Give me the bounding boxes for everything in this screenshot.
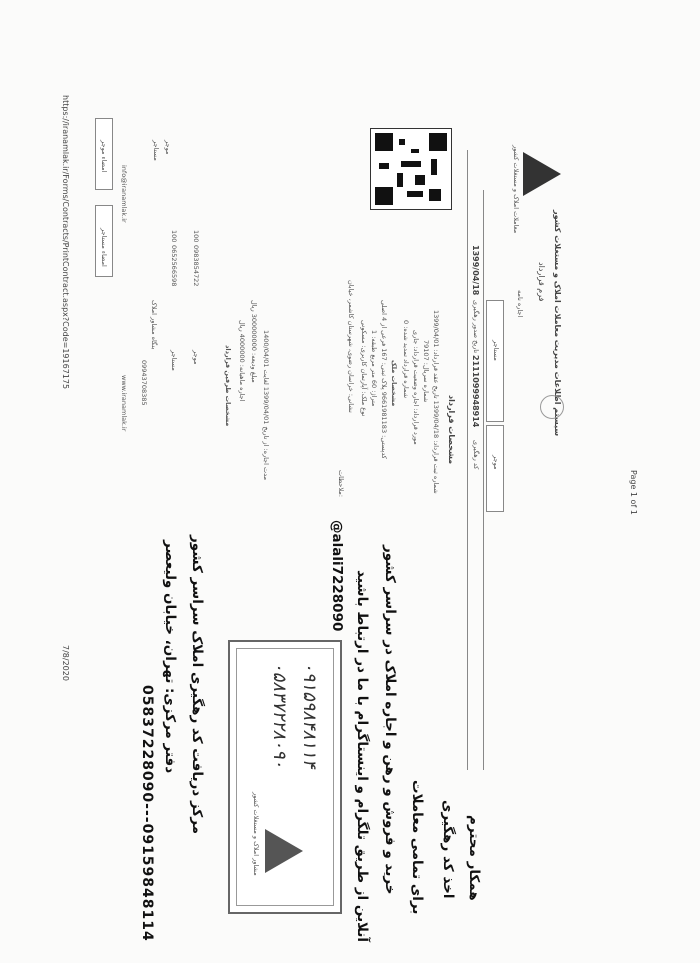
ad-line-4: آنلاین از طریق تلگرام و اینستاگرام با ما در ارتباط باشید: [354, 570, 370, 943]
stamp-logo-icon: [265, 829, 303, 873]
tenant-label: مستاجر: [492, 340, 500, 361]
form-row: شماره سریال: 79107: [422, 340, 430, 403]
handwritten-number-1: ۰۹۱۵۹۸۴۸۱۱۴: [299, 662, 320, 769]
handwritten-number-2: ۰۵۸۳۷۲۲۸۰۹۰: [269, 662, 290, 769]
logo-icon: [523, 152, 561, 196]
signature-owner: امضاء موجر: [100, 140, 108, 173]
ad-line-6: دفتر مرکزی: تهران، خیابان ولیعصر: [162, 540, 178, 774]
party-share: 100: [192, 230, 200, 243]
form-row: مبلغ ودیعه: 300000000 ریال: [250, 300, 258, 383]
agency-label: بنگاه مشاور املاک: [150, 300, 158, 350]
stamp-text: مشاور املاک و مستغلات کشور: [252, 792, 260, 876]
date-label: تاریخ صدور رهگیری: [472, 300, 480, 354]
form-row: متراژ: 60 متر مربع طبقه: 1: [370, 330, 378, 407]
website[interactable]: www.iranamlak.ir: [120, 375, 128, 432]
contract-number: 2111099948914: [471, 355, 480, 428]
lease-label: اجاره نامه: [516, 290, 524, 318]
form-row: کدپستی: 9661981183 پلاک ثبتی: 167 فرعی از 4 اصلی: [380, 300, 388, 459]
form-row: مشخصات ملک: [390, 360, 398, 407]
qr-code: [370, 128, 452, 210]
party-role: موجر: [192, 350, 200, 365]
party-share: 100: [170, 230, 178, 243]
form-row: نشانی: خراسان رضوی، شهرستان کاشمر، خیابان: [347, 280, 355, 413]
form-row: نوع ملک: آپارتمان کاربری: مسکونی: [360, 320, 368, 417]
print-url[interactable]: https://iranamlak.ir/Forms/Contracts/PrintContract.aspx?Code=19167175: [61, 95, 70, 390]
form-row: مدت اجاره: از تاریخ 1399/04/01 لغایت 1400/04/01: [262, 330, 270, 481]
ad-line-3: خرید و فروش و رهن و اجاره املاک در سراسر کشور: [382, 545, 398, 895]
contract-number-label: کد رهگیری: [472, 440, 480, 470]
emblem-icon: [540, 395, 564, 419]
email[interactable]: info@iranamlak.ir: [120, 165, 128, 223]
party-code: 0652566598: [170, 245, 178, 287]
party-code: 0983854722: [192, 245, 200, 287]
ad-line-1: اخذ کد رهگیری: [440, 800, 456, 899]
header-title: سیستم اطلاعات مدیریت معاملات املاک و مستغلات کشور: [553, 210, 562, 437]
form-row: مورد قرارداد: اجاره وضعیت قرارداد: جاری: [412, 330, 420, 445]
header-divider: [467, 150, 468, 770]
ad-line-5: مرکز دریافت کد رهگیری املاک سراسر کشور: [189, 535, 205, 834]
form-row: مشخصات طرفین قرارداد: [224, 345, 232, 427]
remarks-label: ملاحظات:: [337, 470, 345, 498]
tenant-box: [486, 300, 504, 422]
section-title: مشخصات قرارداد: [447, 395, 456, 465]
agency-phone: 09943708385: [140, 360, 148, 406]
agency-stamp: [228, 640, 342, 914]
owner-short: موجر: [164, 140, 172, 155]
ad-telegram[interactable]: @alali7228090: [329, 520, 345, 632]
ad-line-2: برای تمامی معاملات: [409, 780, 425, 915]
form-row: اجاره ماهیانه: 4000000 ریال: [238, 320, 246, 402]
party-role: مستاجر: [170, 350, 178, 371]
ad-phones: 05837228090---09159848114: [139, 685, 155, 942]
date-value: 1399/04/18: [471, 245, 480, 296]
form-row: شماره ثبت قرارداد: 1399/04/18 تاریخ عقد قرارداد: 1399/04/01: [432, 310, 440, 494]
print-date: 7/8/2020: [61, 645, 70, 681]
header-divider-2: [483, 190, 484, 770]
page-number: Page 1 of 1: [629, 470, 638, 515]
signature-tenant: امضاء مستاجر: [100, 228, 108, 267]
ad-greeting: همکار محترم: [466, 815, 482, 901]
logo-caption: معاملات املاک و مستغلات کشور: [512, 145, 520, 234]
header-subtitle: فرم قرارداد: [537, 262, 546, 302]
form-row: شماره قرارداد تمدید شده: 0: [402, 320, 410, 399]
tenant-short: مستاجر: [152, 140, 160, 161]
owner-label: موجر: [492, 455, 500, 470]
